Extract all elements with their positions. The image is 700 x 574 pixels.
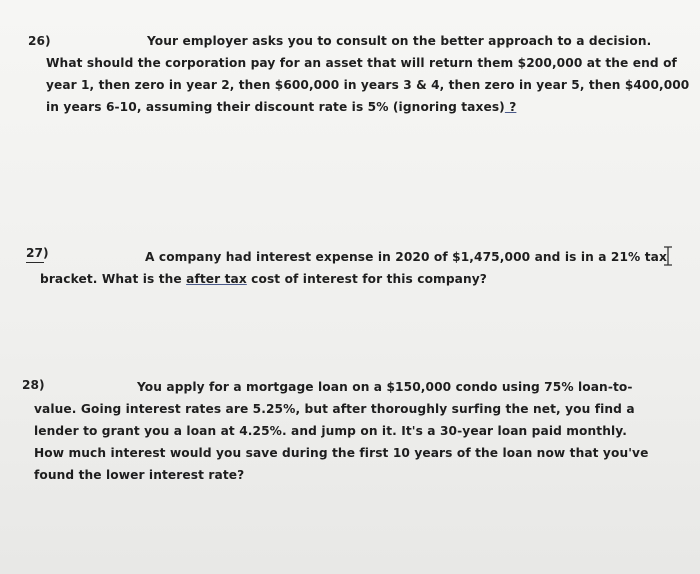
- question-text-line: A company had interest expense in 2020 of $1,475,000 and is in a 21% tax: [145, 250, 667, 264]
- question-number: 27): [26, 246, 49, 260]
- question-text-line: value. Going interest rates are 5.25%, but after thoroughly surfing the net, you find a: [34, 402, 635, 416]
- question-text-line: lender to grant you a loan at 4.25%. and jump on it. It's a 30-year loan paid monthly.: [34, 424, 627, 438]
- question-text-part: cost of interest for this company?: [246, 272, 487, 286]
- question-text-line: [46, 100, 516, 114]
- question-text-part: bracket. What is the: [40, 272, 187, 286]
- question-text-main: in years 6-10, assuming their discount rate is 5% (ignoring taxes): [46, 100, 505, 114]
- question-text-suffix: ?: [504, 100, 517, 114]
- text-cursor-icon: [661, 246, 675, 266]
- question-text-line: What should the corporation pay for an asset that will return them $200,000 at the end of: [46, 56, 677, 70]
- number-underline: [26, 262, 44, 263]
- question-text-line: year 1, then zero in year 2, then $600,000 in years 3 & 4, then zero in year 5, then $400,000: [46, 78, 690, 92]
- question-text-line: Your employer asks you to consult on the better approach to a decision.: [147, 34, 652, 48]
- question-text-line: found the lower interest rate?: [34, 468, 245, 482]
- question-text-line: [40, 272, 487, 286]
- question-text-line: You apply for a mortgage loan on a $150,000 condo using 75% loan-to-: [137, 380, 633, 394]
- question-number: 28): [22, 378, 45, 392]
- after-tax-link[interactable]: after tax: [186, 272, 247, 286]
- question-number: 26): [28, 34, 51, 48]
- question-text-line: How much interest would you save during the first 10 years of the loan now that you've: [34, 446, 649, 460]
